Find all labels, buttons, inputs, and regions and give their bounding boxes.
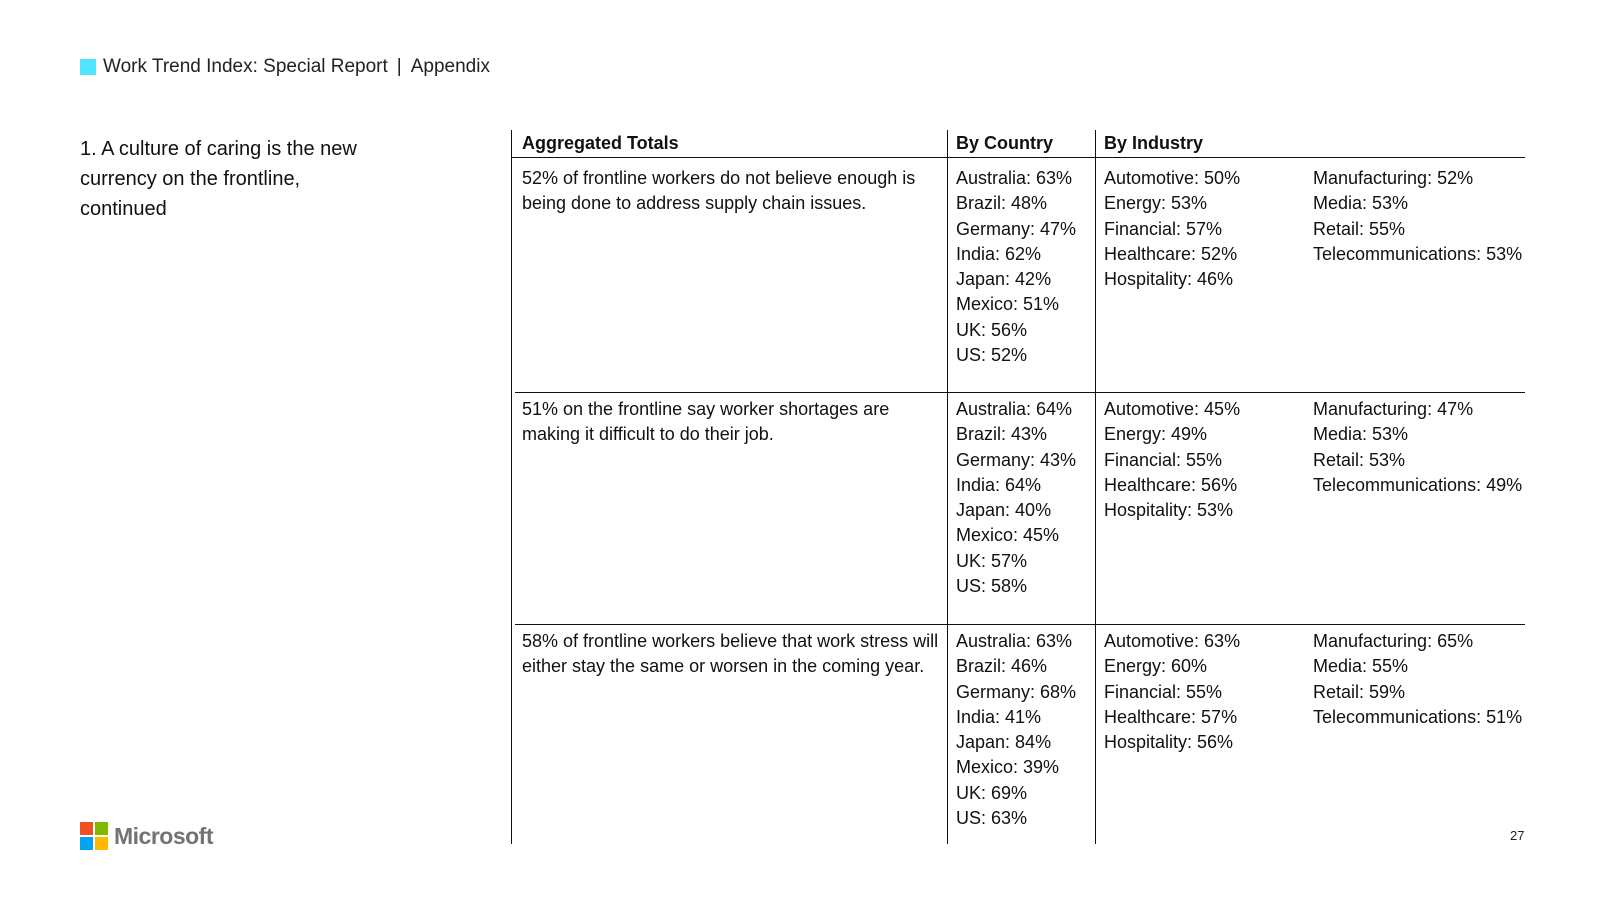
industry-value: Retail: 53% <box>1313 449 1406 470</box>
industry-value: Retail: 55% <box>1313 218 1406 239</box>
country-value: Brazil: 48% <box>956 193 1048 214</box>
stat-text: 52% of frontline workers do not believe enough is being done to address supply chain issues. <box>522 168 916 214</box>
section-title: 1. A culture of caring is the new currency on the frontline, continued <box>80 138 357 220</box>
industry-value: Media: 55% <box>1313 656 1409 677</box>
country-value: UK: 69% <box>956 782 1028 803</box>
industry-value: Financial: 57% <box>1104 218 1223 239</box>
country-value: Japan: 42% <box>956 269 1052 290</box>
header-rule <box>511 157 1525 158</box>
industry-value: Energy: 60% <box>1104 656 1208 677</box>
row-rule <box>515 392 1525 393</box>
industry-list <box>1313 166 1522 267</box>
industry-list <box>1104 629 1240 755</box>
country-value: Mexico: 45% <box>956 525 1060 546</box>
country-value: Germany: 43% <box>956 449 1077 470</box>
industry-value: Manufacturing: 52% <box>1313 168 1474 188</box>
report-section: Appendix <box>410 56 490 77</box>
industry-value: Automotive: 45% <box>1104 399 1241 419</box>
industry-value: Healthcare: 57% <box>1104 706 1238 727</box>
header-aggregated-totals: Aggregated Totals <box>522 133 679 153</box>
country-value: Germany: 47% <box>956 218 1077 239</box>
header-by-country: By Country <box>956 133 1054 153</box>
industry-value: Manufacturing: 47% <box>1313 399 1474 419</box>
accent-square-icon <box>80 59 96 75</box>
country-list <box>956 166 1076 368</box>
country-value: US: 58% <box>956 576 1028 597</box>
country-value: India: 64% <box>956 474 1042 495</box>
industry-value: Healthcare: 56% <box>1104 474 1238 495</box>
country-value: Brazil: 43% <box>956 424 1048 445</box>
table-divider <box>511 130 512 844</box>
industry-list <box>1313 397 1522 498</box>
report-header <box>80 56 490 78</box>
country-value: India: 41% <box>956 706 1042 727</box>
table-divider <box>947 130 948 844</box>
industry-list <box>1313 629 1522 730</box>
industry-value: Media: 53% <box>1313 424 1409 445</box>
country-value: UK: 57% <box>956 550 1028 571</box>
industry-value: Retail: 59% <box>1313 681 1406 702</box>
windows-logo-icon <box>80 822 108 850</box>
table-divider <box>1095 130 1096 844</box>
country-value: Mexico: 51% <box>956 294 1060 315</box>
country-value: Australia: 63% <box>956 168 1073 188</box>
country-value: Brazil: 46% <box>956 656 1048 677</box>
industry-value: Media: 53% <box>1313 193 1409 214</box>
header-by-industry: By Industry <box>1104 133 1204 153</box>
country-value: Japan: 40% <box>956 500 1052 521</box>
industry-value: Automotive: 50% <box>1104 168 1241 188</box>
row-rule <box>515 624 1525 625</box>
industry-value: Hospitality: 56% <box>1104 732 1234 753</box>
stat-text: 51% on the frontline say worker shortages are making it difficult to do their job. <box>522 399 890 445</box>
industry-value: Hospitality: 53% <box>1104 500 1234 521</box>
country-value: US: 63% <box>956 808 1028 829</box>
country-value: Germany: 68% <box>956 681 1077 702</box>
industry-value: Telecommunications: 51% <box>1313 706 1523 727</box>
industry-value: Manufacturing: 65% <box>1313 631 1474 651</box>
industry-value: Telecommunications: 53% <box>1313 243 1523 264</box>
country-value: India: 62% <box>956 243 1042 264</box>
country-value: UK: 56% <box>956 319 1028 340</box>
industry-value: Automotive: 63% <box>1104 631 1241 651</box>
stat-text: 58% of frontline workers believe that work stress will either stay the same or worsen in the coming year. <box>522 631 939 677</box>
industry-value: Hospitality: 46% <box>1104 269 1234 290</box>
industry-value: Healthcare: 52% <box>1104 243 1238 264</box>
country-value: Japan: 84% <box>956 732 1052 753</box>
country-value: US: 52% <box>956 345 1028 366</box>
country-value: Australia: 63% <box>956 631 1073 651</box>
industry-value: Telecommunications: 49% <box>1313 474 1523 495</box>
country-list <box>956 629 1076 831</box>
industry-value: Energy: 49% <box>1104 424 1208 445</box>
page-number: 27 <box>1510 828 1525 843</box>
industry-value: Energy: 53% <box>1104 193 1208 214</box>
industry-list <box>1104 397 1240 523</box>
industry-value: Financial: 55% <box>1104 681 1223 702</box>
country-value: Mexico: 39% <box>956 757 1060 778</box>
microsoft-logo <box>80 822 213 850</box>
country-value: Australia: 64% <box>956 399 1073 419</box>
report-title: Work Trend Index: Special Report <box>103 56 388 77</box>
industry-value: Financial: 55% <box>1104 449 1223 470</box>
country-list <box>956 397 1076 599</box>
logo-wordmark: Microsoft <box>114 822 213 849</box>
industry-list <box>1104 166 1240 292</box>
appendix-table <box>511 130 1525 844</box>
header-separator: | <box>396 56 402 77</box>
